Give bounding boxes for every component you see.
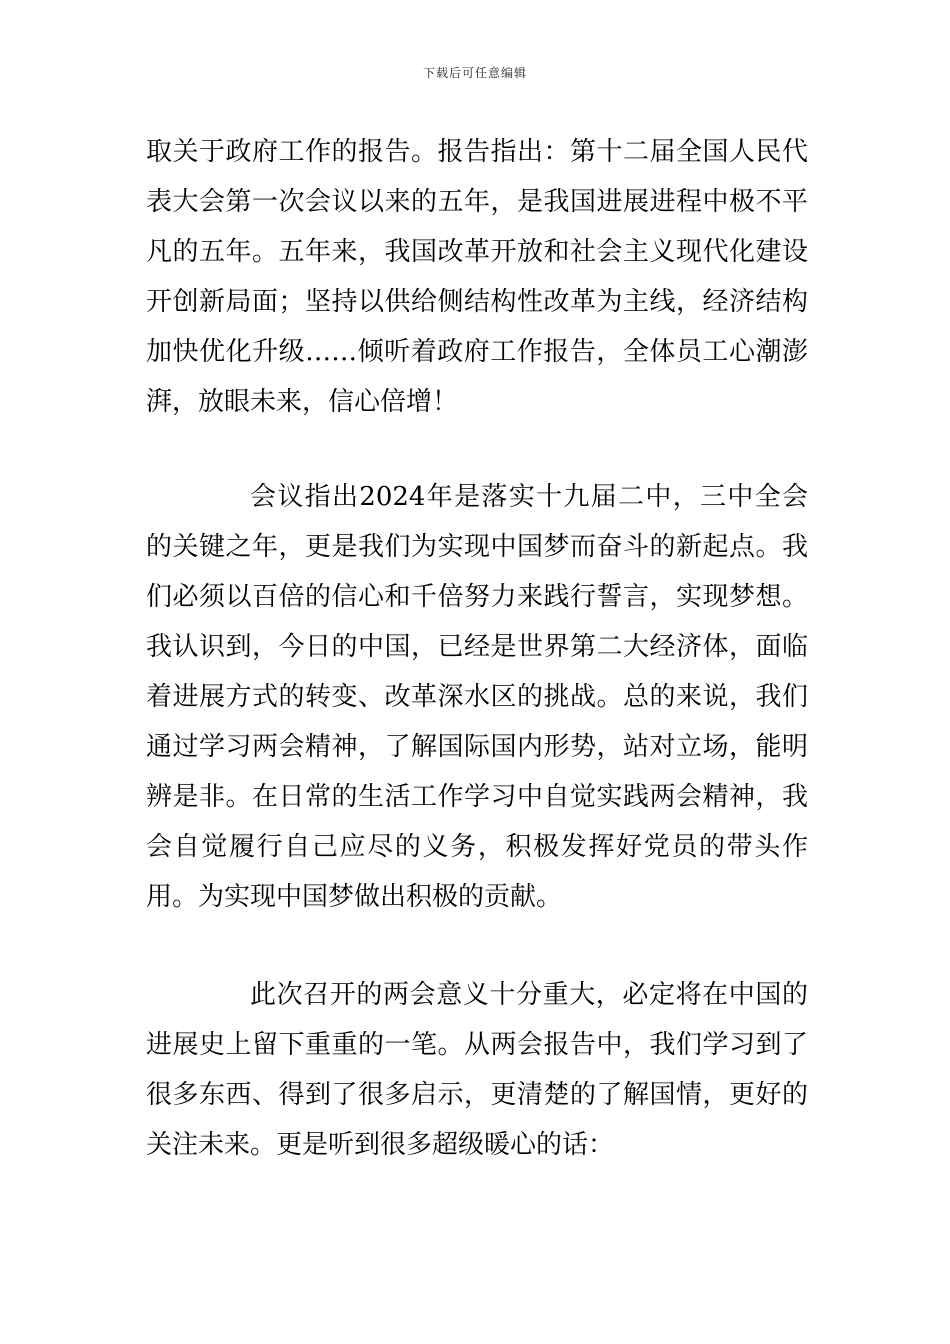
- paragraph-2: [146, 472, 808, 922]
- paragraph-1-text: 取关于政府工作的报告。报告指出：第十二届全国人民代表大会第一次会议以来的五年，是我国进展进程中极不平凡的五年。五年来，我国改革开放和社会主义现代化建设开创新局面；坚持以供给侧结构性改革为主线，经济结构加快优化升级……倾听着政府工作报告，全体员工心潮澎湃，放眼未来，信心倍增！: [146, 137, 808, 417]
- paragraph-3-text: 此次召开的两会意义十分重大，必定将在中国的进展史上留下重重的一笔。从两会报告中，我们学习到了很多东西、得到了很多启示，更清楚的了解国情，更好的关注未来。更是听到很多超级暖心的话：: [146, 980, 808, 1160]
- paragraph-1: [146, 127, 808, 427]
- paragraph-2-text: 会议指出2024年是落实十九届二中，三中全会的关键之年，更是我们为实现中国梦而奋斗的新起点。我们必须以百倍的信心和千倍努力来践行誓言，实现梦想。我认识到，今日的中国，已经是世界第二大经济体，面临着进展方式的转变、改革深水区的挑战。总的来说，我们通过学习两会精神，了解国际国内形势，站对立场，能明辨是非。在日常的生活工作学习中自觉实践两会精神，我会自觉履行自己应尽的义务，积极发挥好党员的带头作用。为实现中国梦做出积极的贡献。: [146, 482, 808, 912]
- paragraph-3: [146, 970, 808, 1170]
- page-header-note: 下载后可任意编辑: [422, 66, 527, 80]
